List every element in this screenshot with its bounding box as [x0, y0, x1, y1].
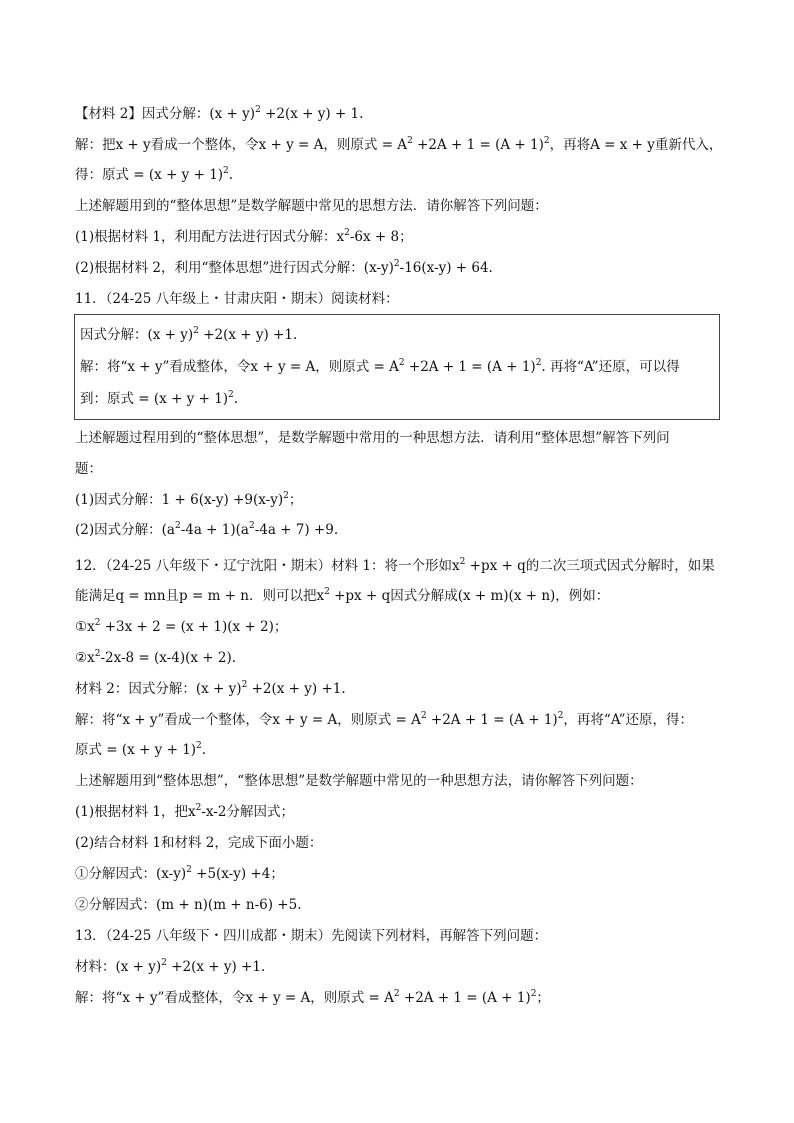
problem-12-heading: 12．（24-25 八年级下・辽宁沈阳・期末）材料 1：将一个形如$x^2 +px + q$的二次三项式因式分解时，如果	[75, 557, 715, 574]
problem-12-question-1: (1)根据材料 1，把$x^2-x-2$分解因式；	[75, 803, 294, 820]
problem-11-box-line-2: 解：将“x + y”看成整体，令x + y = A，则原式 = $A^2 +2A + 1 = (A + 1)^2$. 再将“A”还原，可以得	[80, 358, 680, 375]
problem-11-question-2: (2)因式分解：$(a^2-4a + 1)(a^2-4a + 7) +9$.	[75, 521, 339, 538]
problem-13-material: 材料：$(x + y)^2 +2(x + y) +1$.	[75, 958, 266, 975]
problem-12-note: 上述解题用到“整体思想”，“整体思想”是数学解题中常见的一种思想方法，请你解答下列问题：	[75, 773, 643, 789]
problem-13-heading: 13．（24-25 八年级下・四川成都・期末）先阅读下列材料，再解答下列问题：	[75, 928, 548, 944]
material-2-title: 【材料 2】因式分解：$(x + y)^2 +2(x + y) + 1$.	[75, 105, 364, 122]
problem-12-result: 原式 = $(x + y + 1)^2$.	[75, 741, 207, 758]
material-2-solution-line-1: 解：把x + y看成一个整体，令x + y = A，则原式 = $A^2 +2A + 1 = (A + 1)^2$，再将A = x + y重新代入，	[75, 136, 723, 153]
problem-11-note-line-2: 题：	[75, 461, 102, 477]
problem-12-question-2b: ②分解因式：(m + n)(m + n-6) +5.	[75, 897, 302, 913]
material-2-note: 上述解题用到的“整体思想”是数学解题中常见的思想方法．请你解答下列问题：	[75, 198, 548, 214]
problem-12-question-2a: ①分解因式：$(x-y)^2 +5(x-y) +4$；	[75, 865, 284, 882]
problem-13-solution: 解：将“x + y”看成整体，令x + y = A，则原式 = $A^2 +2A + 1 = (A + 1)^2$；	[75, 989, 550, 1006]
problem-11-note-line-1: 上述解题过程用到的“整体思想”，是数学解题中常用的一种思想方法．请利用“整体思想”解答下列问	[75, 430, 670, 446]
material-2-solution-line-2: 得：原式 = $(x + y + 1)^2$.	[75, 166, 234, 183]
problem-12-material-2: 材料 2：因式分解：$(x + y)^2 +2(x + y) +1$.	[75, 680, 346, 697]
problem-11-heading: 11．（24-25 八年级上・甘肃庆阳・期末）阅读材料：	[75, 291, 399, 307]
problem-12-example-2: $②x^2-2x-8 = (x-4)(x + 2)$.	[75, 649, 237, 666]
material-2-question-1: (1)根据材料 1，利用配方法进行因式分解：$x^2-6x + 8$；	[75, 228, 413, 245]
problem-12-question-2: (2)结合材料 1和材料 2，完成下面小题：	[75, 835, 323, 851]
problem-11-box-line-3: 到：原式 = $(x + y + 1)^2$.	[80, 390, 239, 407]
material-2-question-2: (2)根据材料 2，利用“整体思想”进行因式分解：$(x-y)^2-16(x-y) + 64$.	[75, 259, 493, 276]
problem-11-question-1: (1)因式分解：$1 + 6(x-y) +9(x-y)^2$；	[75, 491, 303, 508]
problem-12-example-1: $①x^2 +3x + 2 = (x + 1)(x + 2)$；	[75, 618, 288, 635]
problem-12-solution: 解：将“x + y”看成一个整体，令x + y = A，则原式 = $A^2 +2A + 1 = (A + 1)^2$，再将“A”还原，得：	[75, 711, 693, 728]
problem-11-box-line-1: 因式分解：$(x + y)^2 +2(x + y) +1$.	[80, 326, 298, 343]
problem-12-material-1-line-2: 能满足q = mn且p = m + n．则可以把$x^2 +px + q$因式分解成(x + m)(x + n)，例如：	[75, 587, 610, 604]
